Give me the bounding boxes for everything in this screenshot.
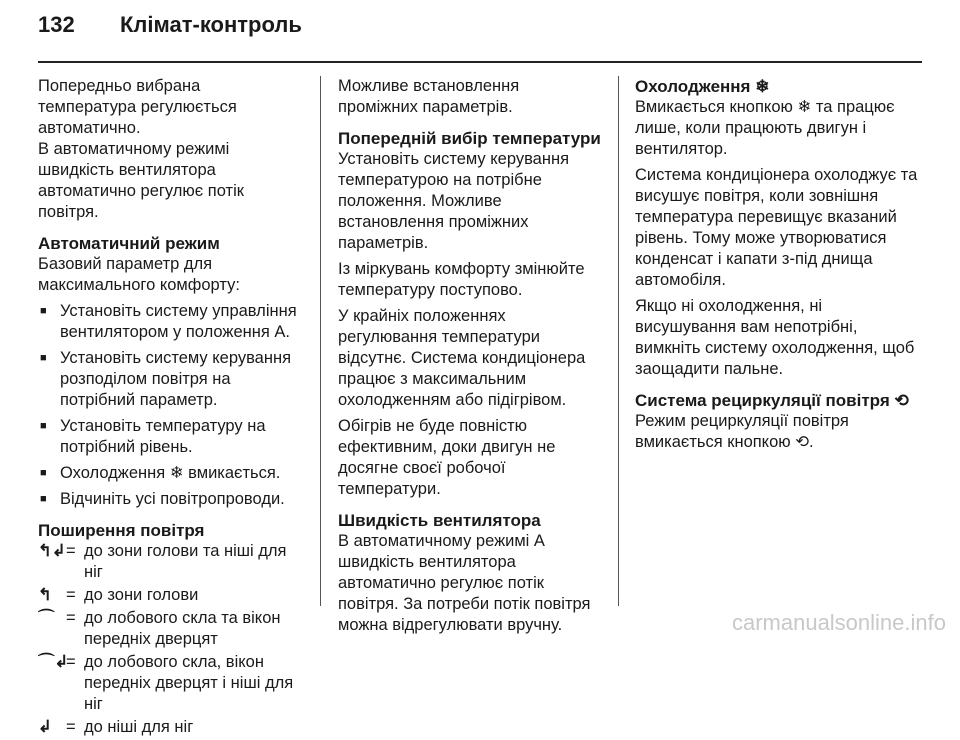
distribution-text: до лобового скла, вікон передніх дверцят і ніші для ніг xyxy=(84,653,294,713)
head-icon: ↰ xyxy=(38,586,52,604)
bullet-icon: ■ xyxy=(40,467,47,479)
paragraph: У крайніх положеннях регулювання температури відсутнє. Система кондиціонера працює з максимальним охолодженням або підігрівом. xyxy=(338,307,586,409)
list-item-text: Установіть систему управління вентилятором у положення A. xyxy=(60,302,297,341)
bullet-icon: ■ xyxy=(40,493,47,505)
list-item-text: Охолодження ❄ вмикається. xyxy=(60,464,281,482)
list-item xyxy=(38,348,303,411)
list-item-text: Установіть температуру на потрібний рівень. xyxy=(60,417,266,456)
list-item-text: Установіть систему керування розподілом повітря на потрібний параметр. xyxy=(60,349,291,409)
preset-temperature-heading: Попередній вибір температури xyxy=(338,129,601,148)
paragraph: Якщо ні охолодження, ні висушування вам непотрібні, вимкніть систему охолодження, щоб заощадити пальне. xyxy=(635,297,915,378)
list-item xyxy=(38,489,303,510)
column-2 xyxy=(338,76,603,641)
list-item xyxy=(38,416,303,458)
distribution-row: ⌒↲ = до лобового скла, вікон передніх дверцят і ніші для ніг xyxy=(38,652,303,715)
bullet-icon: ■ xyxy=(40,305,47,317)
feet-icon: ↲ xyxy=(38,718,52,736)
distribution-text: до зони голови та ніші для ніг xyxy=(84,542,287,581)
header-rule xyxy=(38,61,922,63)
paragraph: Із міркувань комфорту змінюйте температуру поступово. xyxy=(338,260,585,299)
windscreen-feet-icon: ⌒↲ xyxy=(38,653,69,671)
page-header xyxy=(38,12,302,52)
column-divider xyxy=(320,76,321,606)
distribution-row: ↰↲ = до зони голови та ніші для ніг xyxy=(38,541,303,583)
distribution-row: ⌒ = до лобового скла та вікон передніх дверцят xyxy=(38,608,303,650)
distribution-row: ↲ = до ніші для ніг xyxy=(38,718,194,736)
distribution-text: до ніші для ніг xyxy=(84,718,194,736)
cooling-heading: Охолодження ❄ xyxy=(635,77,770,96)
column-divider xyxy=(618,76,619,606)
distribution-text: до лобового скла та вікон передніх дверцят xyxy=(84,609,281,648)
paragraph: Вмикається кнопкою ❄ та працює лише, коли працюють двигун і вентилятор. xyxy=(635,98,895,158)
column-3 xyxy=(635,76,920,458)
distribution-row: ↰ = до зони голови xyxy=(38,586,199,604)
paragraph: Система кондиціонера охолоджує та висушує повітря, коли зовнішня температура перевищує вказаний рівень. Тому може утворюватися конденсат і капати з-під днища автомобіля. xyxy=(635,166,918,289)
watermark: carmanualsonline.info xyxy=(731,610,946,635)
auto-mode-text: Базовий параметр для максимального комфорту: xyxy=(38,255,240,294)
bullet-icon: ■ xyxy=(40,352,47,364)
head-feet-icon: ↰↲ xyxy=(38,542,66,560)
paragraph: В автоматичному режимі A швидкість вентилятора автоматично регулює потік повітря. За потреби потік повітря можна відрегулювати вручну. xyxy=(338,532,591,634)
page-title: Клімат-контроль xyxy=(120,12,302,37)
distribution-text: до зони голови xyxy=(84,586,199,604)
intro-paragraph: В автоматичному режимі швидкість вентилятора автоматично регулює потік повітря. xyxy=(38,140,244,221)
fan-speed-heading: Швидкість вентилятора xyxy=(338,511,541,530)
air-distribution-heading: Поширення повітря xyxy=(38,521,205,540)
page-number: 132 xyxy=(38,12,75,37)
column-1 xyxy=(38,76,303,740)
paragraph: Обігрів не буде повністю ефективним, доки двигун не досягне своєї робочої температури. xyxy=(338,417,556,498)
windscreen-icon: ⌒ xyxy=(38,609,55,627)
intro-paragraph: Попередньо вибрана температура регулюється автоматично. xyxy=(38,77,237,137)
bullet-icon: ■ xyxy=(40,420,47,432)
recirculation-heading: Система рециркуляції повітря ⟲ xyxy=(635,391,909,410)
intro-paragraph: Можливе встановлення проміжних параметрів. xyxy=(338,77,520,116)
paragraph: Режим рециркуляції повітря вмикається кнопкою ⟲. xyxy=(635,412,849,451)
list-item xyxy=(38,301,303,343)
list-item xyxy=(38,463,303,484)
list-item-text: Відчиніть усі повітропроводи. xyxy=(60,490,285,508)
paragraph: Установіть систему керування температурою на потрібне положення. Можливе встановлення проміжних параметрів. xyxy=(338,150,569,252)
auto-mode-heading: Автоматичний режим xyxy=(38,234,220,253)
